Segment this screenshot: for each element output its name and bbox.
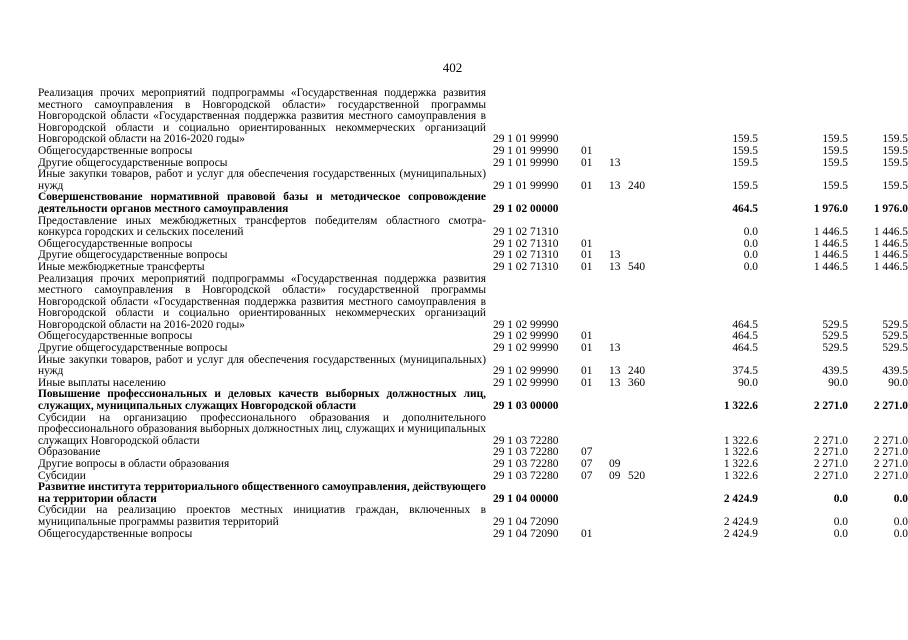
amount-year-1: 1 322.6 — [723, 400, 758, 413]
amount-year-2: 2 271.0 — [813, 469, 848, 482]
amount-year-1: 374.5 — [732, 365, 758, 378]
amount-year-2: 1 446.5 — [813, 249, 848, 262]
amount-year-2: 90.0 — [828, 376, 848, 389]
amount-year-2: 529.5 — [822, 342, 848, 355]
amount-year-2: 159.5 — [822, 156, 848, 169]
expense-type-code: 520 — [628, 469, 646, 482]
row-name: Иные выплаты населению — [38, 376, 166, 389]
amount-year-1: 2 424.9 — [723, 515, 758, 528]
amount-year-1: 2 424.9 — [723, 492, 758, 505]
amount-year-1: 1 322.6 — [723, 458, 758, 470]
amount-year-1: 0.0 — [743, 260, 758, 273]
section-code: 01 — [581, 156, 593, 169]
target-code: 29 1 01 99990 — [493, 133, 559, 146]
page-number: 402 — [442, 60, 463, 75]
amount-year-2: 1 446.5 — [813, 260, 848, 273]
amount-year-2: 529.5 — [822, 330, 848, 343]
target-code: 29 1 03 72280 — [493, 469, 559, 482]
amount-year-3: 1 446.5 — [873, 237, 908, 250]
amount-year-3: 0.0 — [893, 492, 908, 505]
amount-year-1: 0.0 — [743, 237, 758, 250]
row-name: Субсидии на реализацию проектов местных инициатив граждан, включенных в муниципальные программы развития территорий — [38, 504, 486, 528]
row-name: Реализация прочих мероприятий подпрограммы «Государственная поддержка развития местного самоуправления в Новгородской области» государственной программы Новгородской области «Государственная поддержка развития местного самоуправления в Новгородской области и социально ориентированных некоммерческих организаций Новгородской области на 2016-2020 годы» — [38, 272, 486, 331]
amount-year-3: 1 976.0 — [873, 202, 908, 215]
amount-year-3: 2 271.0 — [873, 446, 908, 459]
amount-year-3: 2 271.0 — [873, 469, 908, 482]
row-name: Предоставление иных межбюджетных трансфертов победителям областного смотра-конкурса городских и сельских поселений — [38, 214, 486, 239]
amount-year-2: 1 446.5 — [813, 226, 848, 239]
amount-year-3: 529.5 — [882, 318, 908, 331]
amount-year-3: 1 446.5 — [873, 249, 908, 262]
target-code: 29 1 02 00000 — [493, 202, 559, 215]
amount-year-2: 2 271.0 — [813, 434, 848, 447]
amount-year-3: 1 446.5 — [873, 260, 908, 273]
amount-year-3: 0.0 — [893, 527, 908, 540]
table-row — [38, 342, 908, 355]
subsection-code: 13 — [609, 249, 621, 262]
amount-year-1: 0.0 — [743, 226, 758, 239]
section-code: 01 — [581, 376, 593, 389]
target-code: 29 1 01 99990 — [493, 179, 559, 192]
row-name: Общегосударственные вопросы — [38, 527, 193, 540]
table-row — [38, 388, 908, 413]
amount-year-3: 2 271.0 — [873, 458, 908, 470]
section-code: 01 — [581, 342, 593, 355]
row-name: Другие общегосударственные вопросы — [38, 249, 228, 262]
row-name: Субсидии — [38, 469, 86, 482]
subsection-code: 13 — [609, 365, 621, 378]
target-code: 29 1 04 00000 — [493, 492, 559, 505]
amount-year-2: 0.0 — [833, 527, 848, 540]
subsection-code: 13 — [609, 156, 621, 169]
amount-year-1: 2 424.9 — [723, 527, 758, 540]
amount-year-3: 529.5 — [882, 342, 908, 355]
section-code: 07 — [581, 469, 593, 482]
row-name: Иные закупки товаров, работ и услуг для обеспечения государственных (муниципальных) нужд — [38, 168, 486, 192]
row-name: Совершенствование нормативной правовой базы и методическое сопровождение деятельности органов местного самоуправления — [38, 191, 486, 215]
amount-year-2: 529.5 — [822, 318, 848, 331]
amount-year-1: 1 322.6 — [723, 434, 758, 447]
target-code: 29 1 02 99990 — [493, 376, 559, 389]
table-row — [38, 87, 908, 146]
target-code: 29 1 02 99990 — [493, 365, 559, 378]
section-code: 01 — [581, 260, 593, 273]
amount-year-2: 439.5 — [822, 365, 848, 378]
subsection-code: 13 — [609, 260, 621, 273]
amount-year-1: 159.5 — [732, 144, 758, 157]
amount-year-1: 0.0 — [743, 249, 758, 262]
amount-year-3: 90.0 — [888, 376, 908, 389]
expense-type-code: 540 — [628, 260, 646, 273]
section-code: 01 — [581, 330, 593, 343]
section-code: 01 — [581, 249, 593, 262]
subsection-code: 13 — [609, 376, 621, 389]
expense-type-code: 240 — [628, 179, 646, 192]
subsection-code: 09 — [609, 458, 621, 470]
target-code: 29 1 03 72280 — [493, 446, 559, 459]
amount-year-1: 464.5 — [732, 318, 758, 331]
amount-year-2: 2 271.0 — [813, 458, 848, 470]
target-code: 29 1 04 72090 — [493, 527, 559, 540]
target-code: 29 1 03 72280 — [493, 458, 559, 470]
subsection-code: 13 — [609, 179, 621, 192]
row-name: Другие общегосударственные вопросы — [38, 342, 228, 355]
section-code: 07 — [581, 458, 593, 470]
amount-year-1: 464.5 — [732, 330, 758, 343]
amount-year-1: 159.5 — [732, 156, 758, 169]
target-code: 29 1 02 99990 — [493, 330, 559, 343]
amount-year-1: 159.5 — [732, 179, 758, 192]
amount-year-2: 159.5 — [822, 179, 848, 192]
table-row — [38, 260, 908, 274]
amount-year-2: 0.0 — [833, 492, 848, 505]
amount-year-2: 159.5 — [822, 144, 848, 157]
table-row — [38, 191, 908, 215]
amount-year-1: 1 322.6 — [723, 446, 758, 459]
amount-year-3: 159.5 — [882, 144, 908, 157]
amount-year-1: 464.5 — [732, 202, 758, 215]
section-code: 01 — [581, 527, 593, 540]
amount-year-2: 1 446.5 — [813, 237, 848, 250]
table-row — [38, 527, 908, 541]
subsection-code: 09 — [609, 469, 621, 482]
row-name: Общегосударственные вопросы — [38, 330, 193, 343]
target-code: 29 1 02 99990 — [493, 318, 559, 331]
row-name: Реализация прочих мероприятий подпрограммы «Государственная поддержка развития местного самоуправления в Новгородской области» государственной программы Новгородской области «Государственная поддержка развития местного самоуправления в Новгородской области и социально ориентированных некоммерческих организаций Новгородской области на 2016-2020 годы» — [38, 87, 486, 146]
amount-year-3: 159.5 — [882, 156, 908, 169]
row-name: Другие общегосударственные вопросы — [38, 156, 228, 169]
target-code: 29 1 02 71310 — [493, 226, 559, 239]
row-name: Иные межбюджетные трансферты — [38, 260, 205, 273]
table-row — [38, 411, 908, 448]
amount-year-1: 90.0 — [738, 376, 758, 389]
section-code: 01 — [581, 237, 593, 250]
section-code: 01 — [581, 365, 593, 378]
row-name: Повышение профессиональных и деловых качеств выборных должностных лиц, служащих, муниципальных служащих Новгородской области — [38, 388, 486, 413]
subsection-code: 13 — [609, 342, 621, 355]
table-row — [38, 481, 908, 505]
target-code: 29 1 02 71310 — [493, 237, 559, 250]
table-row — [38, 144, 908, 158]
expense-type-code: 360 — [628, 376, 646, 389]
section-code: 01 — [581, 144, 593, 157]
row-name: Субсидии на организацию профессионального образования и дополнительного профессионального образования выборных должностных лиц, служащих и муниципальных служащих Новгородской области — [38, 411, 486, 447]
amount-year-2: 159.5 — [822, 133, 848, 146]
row-name: Другие вопросы в области образования — [38, 458, 230, 470]
amount-year-2: 2 271.0 — [813, 400, 848, 413]
target-code: 29 1 03 72280 — [493, 434, 559, 447]
budget-table — [38, 87, 908, 540]
amount-year-1: 464.5 — [732, 342, 758, 355]
amount-year-3: 159.5 — [882, 133, 908, 146]
target-code: 29 1 02 71310 — [493, 249, 559, 262]
target-code: 29 1 02 99990 — [493, 342, 559, 355]
section-code: 07 — [581, 446, 593, 459]
amount-year-3: 529.5 — [882, 330, 908, 343]
amount-year-2: 0.0 — [833, 515, 848, 528]
table-row — [38, 353, 908, 378]
amount-year-3: 2 271.0 — [873, 400, 908, 413]
amount-year-3: 0.0 — [893, 515, 908, 528]
table-row — [38, 168, 908, 192]
row-name: Развитие института территориального общественного самоуправления, действующего на территории области — [38, 481, 486, 505]
amount-year-3: 159.5 — [882, 179, 908, 192]
amount-year-3: 1 446.5 — [873, 226, 908, 239]
target-code: 29 1 03 00000 — [493, 400, 559, 413]
amount-year-2: 2 271.0 — [813, 446, 848, 459]
amount-year-1: 159.5 — [732, 133, 758, 146]
amount-year-1: 1 322.6 — [723, 469, 758, 482]
amount-year-3: 2 271.0 — [873, 434, 908, 447]
row-name: Общегосударственные вопросы — [38, 144, 193, 157]
target-code: 29 1 02 71310 — [493, 260, 559, 273]
amount-year-3: 439.5 — [882, 365, 908, 378]
amount-year-2: 1 976.0 — [813, 202, 848, 215]
table-row — [38, 504, 908, 528]
row-name: Образование — [38, 446, 101, 459]
expense-type-code: 240 — [628, 365, 646, 378]
target-code: 29 1 01 99990 — [493, 156, 559, 169]
target-code: 29 1 04 72090 — [493, 515, 559, 528]
target-code: 29 1 01 99990 — [493, 144, 559, 157]
table-row — [38, 272, 908, 332]
table-row — [38, 214, 908, 239]
table-row — [38, 458, 908, 471]
section-code: 01 — [581, 179, 593, 192]
row-name: Общегосударственные вопросы — [38, 237, 193, 250]
row-name: Иные закупки товаров, работ и услуг для обеспечения государственных (муниципальных) нужд — [38, 353, 486, 378]
